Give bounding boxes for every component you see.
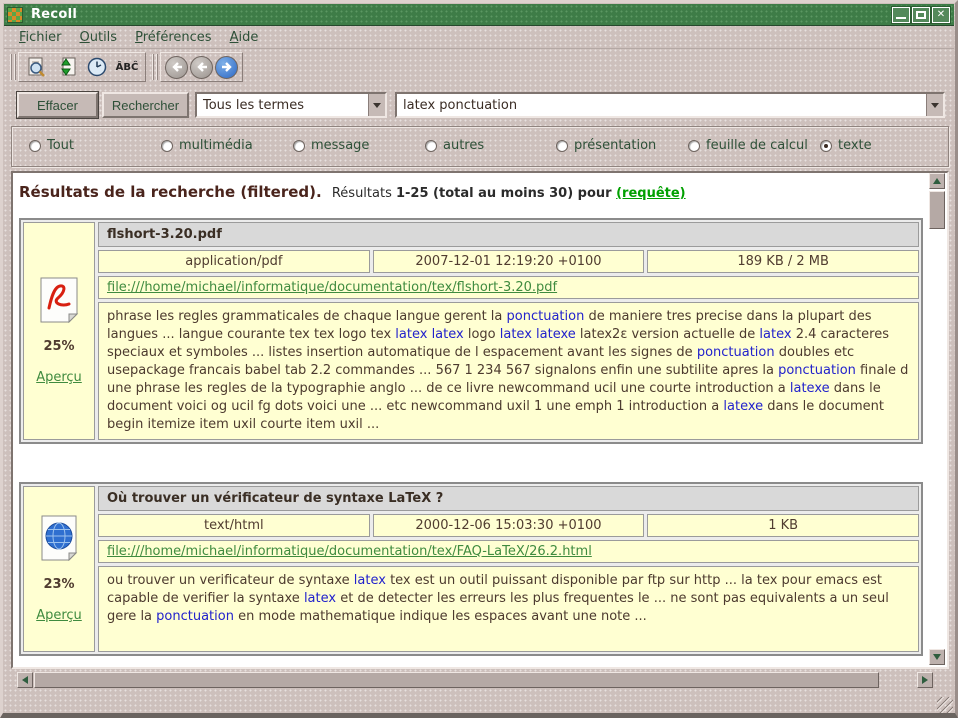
search-button[interactable]: Rechercher <box>102 92 189 118</box>
title-bar[interactable] <box>4 4 954 26</box>
results-count: 1-25 (total au moins 30) pour <box>395 186 617 201</box>
radio-icon <box>688 140 700 152</box>
sort-by-date-button[interactable] <box>53 54 81 80</box>
term-explorer-button[interactable] <box>113 54 141 80</box>
minimize-button[interactable] <box>892 7 910 23</box>
search-input[interactable]: latex ponctuation <box>403 97 518 113</box>
toolbar-group-navigation <box>160 52 243 82</box>
close-button[interactable] <box>932 7 950 23</box>
maximize-icon <box>916 11 926 19</box>
radio-icon <box>556 140 568 152</box>
toolbar-group-tools <box>18 52 146 82</box>
window-title: Recoll <box>31 7 78 22</box>
arrow-down-icon <box>933 654 941 660</box>
toolbar <box>4 50 954 84</box>
radio-icon <box>161 140 173 152</box>
arrow-right-icon <box>220 60 234 74</box>
result-size: 1 KB <box>647 514 919 537</box>
results-title: Résultats de la recherche (filtered). <box>19 183 322 201</box>
radio-icon <box>820 140 832 152</box>
clock-icon <box>86 56 108 78</box>
results-area <box>11 171 949 669</box>
radio-feuille-de-calcul[interactable]: feuille de calcul <box>688 138 808 153</box>
toolbar-gripper[interactable] <box>10 54 16 80</box>
search-history-dropdown-button[interactable] <box>926 94 943 116</box>
radio-message[interactable]: message <box>293 138 369 153</box>
scroll-up-button[interactable] <box>929 173 945 189</box>
relevance-percent: 23% <box>43 577 75 592</box>
document-type-filter <box>11 126 949 167</box>
menu-bar <box>4 27 954 49</box>
result-url-link[interactable]: file:///home/michael/informatique/documentation/tex/FAQ-LaTeX/26.2.html <box>107 544 592 559</box>
horizontal-scroll-thumb[interactable] <box>34 672 879 688</box>
radio-multimedia[interactable]: multimédia <box>161 138 253 153</box>
results-page <box>15 173 929 665</box>
history-button[interactable] <box>83 54 111 80</box>
result-item-2 <box>19 482 923 656</box>
radio-presentation[interactable]: présentation <box>556 138 656 153</box>
clear-search-button[interactable] <box>23 54 51 80</box>
menu-outils[interactable]: Outils <box>79 30 118 45</box>
html-document-icon <box>37 515 81 561</box>
arrow-right-icon <box>922 676 928 684</box>
radio-texte[interactable]: texte <box>820 138 872 153</box>
vertical-scroll-thumb[interactable] <box>929 191 945 229</box>
result-side-panel <box>23 486 95 652</box>
first-page-button[interactable] <box>165 56 188 79</box>
result-date: 2007-12-01 12:19:20 +0100 <box>373 250 645 273</box>
result-snippet: ou trouver un verificateur de syntaxe latex tex est un outil puissant disponible par ftp sur http ... la tex pour emacs est capable de verifier la syntaxe latex et de detecter les erreurs les plus frequentes le ... ne sont pas equivalents a un seul gere la ponctuation en mode mathematique indique les espaces avant une note ... <box>98 566 919 652</box>
result-title: Où trouver un vérificateur de syntaxe LaTeX ? <box>98 486 919 511</box>
result-url-link[interactable]: file:///home/michael/informatique/documentation/tex/flshort-3.20.pdf <box>107 280 558 295</box>
result-side-panel <box>23 222 95 440</box>
arrow-left-icon <box>170 60 184 74</box>
query-link[interactable]: (requête) <box>616 186 686 201</box>
result-mime-type: application/pdf <box>98 250 370 273</box>
chevron-down-icon <box>931 103 939 108</box>
previous-page-button[interactable] <box>190 56 213 79</box>
horizontal-scrollbar[interactable] <box>17 672 933 688</box>
chevron-down-icon <box>373 103 381 108</box>
result-title: flshort-3.20.pdf <box>98 222 919 247</box>
radio-tout[interactable]: Tout <box>29 138 74 153</box>
abc-icon: ÂBĈ <box>115 61 139 73</box>
document-magnifier-icon <box>26 56 48 78</box>
preview-link[interactable]: Aperçu <box>36 370 82 385</box>
search-mode-value: Tous les termes <box>203 97 304 113</box>
arrow-left-icon <box>195 60 209 74</box>
radio-icon <box>29 140 41 152</box>
arrow-up-icon <box>933 178 941 184</box>
menu-aide[interactable]: Aide <box>229 30 259 45</box>
result-size: 189 KB / 2 MB <box>647 250 919 273</box>
arrow-left-icon <box>22 676 28 684</box>
menu-preferences[interactable]: Préférences <box>135 30 212 45</box>
close-icon: ✕ <box>936 8 946 20</box>
scroll-down-button[interactable] <box>929 649 945 665</box>
minimize-icon <box>896 17 906 19</box>
maximize-button[interactable] <box>912 7 930 23</box>
results-count-prefix: Résultats <box>331 186 396 201</box>
results-header <box>19 183 925 201</box>
app-icon <box>7 7 23 23</box>
result-snippet: phrase les regles grammaticales de chaque langue gerent la ponctuation de maniere tres precise dans la plupart des langues ... langue courante tex tex logo tex latex latex logo latex latexe latex2ε version actuelle de latex 2.4 caracteres speciaux et symboles ... listes insertion automatique de l espacement avant les signes de ponctuation doubles etc usepackage francais babel tab 2.2 commandes ... 567 1 234 567 signalons enfin une subtilite apres la ponctuation finale d une phrase les regles de la typographie anglo ... de ce livre newcommand ucil une courte introduction a latexe dans le document voici og ucil fg dots voici une ... etc newcommand uxil 1 une emph 1 introduction a latexe dans le document begin itemize item uxil courte item uxil ... <box>98 302 919 440</box>
document-sort-arrows-icon <box>56 56 78 78</box>
result-date: 2000-12-06 15:03:30 +0100 <box>373 514 645 537</box>
scroll-right-button[interactable] <box>917 672 933 688</box>
clear-button[interactable]: Effacer <box>17 92 98 118</box>
scroll-left-button[interactable] <box>17 672 33 688</box>
preview-link[interactable]: Aperçu <box>36 608 82 623</box>
menu-fichier[interactable]: Fichier <box>19 30 62 45</box>
radio-autres[interactable]: autres <box>425 138 484 153</box>
search-query-combo[interactable] <box>395 92 945 118</box>
result-mime-type: text/html <box>98 514 370 537</box>
toolbar-gripper[interactable] <box>152 54 158 80</box>
result-item-1 <box>19 218 923 444</box>
pdf-document-icon <box>37 277 81 323</box>
search-mode-select[interactable] <box>195 92 387 118</box>
next-page-button[interactable] <box>215 56 238 79</box>
search-mode-dropdown-button[interactable] <box>368 94 385 116</box>
window-resize-grip[interactable] <box>937 697 953 713</box>
radio-icon <box>293 140 305 152</box>
radio-icon <box>425 140 437 152</box>
vertical-scrollbar[interactable] <box>929 173 945 665</box>
relevance-percent: 25% <box>43 339 75 354</box>
